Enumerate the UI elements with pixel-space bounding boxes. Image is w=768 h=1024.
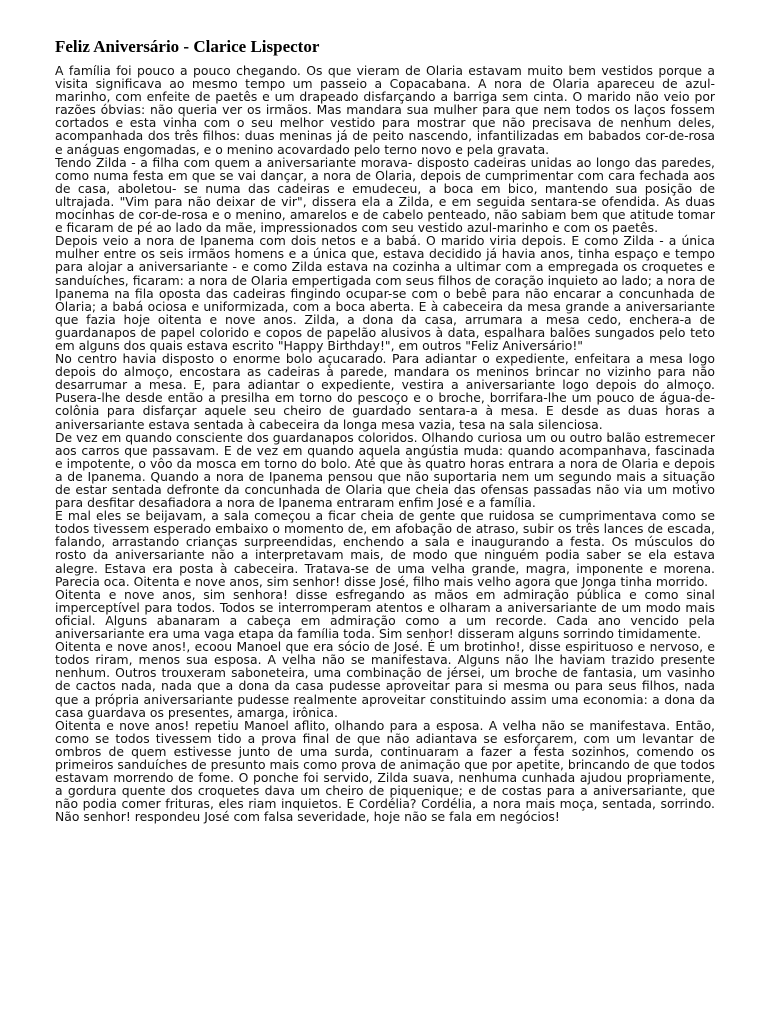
paragraph: Depois veio a nora de Ipanema com dois netos e a babá. O marido viria depois. E como Zilda - a única mulher entre os seis irmãos homens e a única que, estava decidido já havia anos, tinha espaço e tempo para alojar a aniversariante - e como Zilda estava na cozinha a ultimar com a empregada os croquetes e sanduíches, ficaram: a nora de Olaria empertigada com seus filhos de coração inquieto ao lado; a nora de Ipanema na fila oposta das cadeiras fingindo ocupar-se com o bebê para não encarar a concunhada de Olaria; a babá ociosa e uniformizada, com a boca aberta. E à cabeceira da mesa grande a aniversariante que fazia hoje oitenta e nove anos. Zilda, a dona da casa, arrumara a mesa cedo, enchera-a de guardanapos de papel colorido e copos de papelão alusivos à data, espalhara balões sungados pelo teto em alguns dos quais estava escrito "Happy Birthday!", em outros "Feliz Aniversário!" <box>55 233 715 353</box>
document-title <box>55 36 715 58</box>
paragraph: Oitenta e nove anos, sim senhora! disse esfregando as mãos em admiração pública e como sinal imperceptível para todos. Todos se interromperam atentos e olharam a aniversariante de um modo mais oficial. Alguns abanaram a cabeça em admiração como a um recorde. Cada ano vencido pela aniversariante era uma vaga etapa da família toda. Sim senhor! disseram alguns sorrindo timidamente. <box>55 586 715 642</box>
paragraph: Oitenta e nove anos!, ecoou Manoel que era sócio de José. É um brotinho!, disse espirituoso e nervoso, e todos riram, menos sua esposa. A velha não se manifestava. Alguns não lhe haviam trazido presente nenhum. Outros trouxeram saboneteira, uma combinação de jérsei, um broche de fantasia, um vasinho de cactos nada, nada que a dona da casa pudesse aproveitar para si mesma ou para seus filhos, nada que a própria aniversariante pudesse realmente aproveitar constituindo assim uma economia: a dona da casa guardava os presentes, amarga, irônica. <box>55 639 715 720</box>
story-body <box>55 64 715 823</box>
paragraph: Tendo Zilda - a filha com quem a aniversariante morava- disposto cadeiras unidas ao longo das paredes, como numa festa em que se vai dançar, a nora de Olaria, depois de cumprimentar com cara fechada aos de casa, aboletou- se numa das cadeiras e emudeceu, a boca em bico, mantendo sua posição de ultrajada. "Vim para não deixar de vir", dissera ela a Zilda, e em seguida sentara-se ofendida. As duas mocinhas de cor-de-rosa e o menino, amarelos e de cabelo penteado, não sabiam bem que atitude tomar e ficaram de pé ao lado da mãe, impressionados com seu vestido azul-marinho e com os paetês. <box>55 154 715 236</box>
paragraph: E mal eles se beijavam, a sala começou a ficar cheia de gente que ruidosa se cumprimentava como se todos tivessem esperado embaixo o momento de, em afobação de atraso, subir os três lances de escada, falando, arrastando crianças surpreendidas, enchendo a sala e inaugurando a festa. Os músculos do rosto da aniversariante não a interpretavam mais, de modo que ninguém podia saber se ela estava alegre. Estava era posta à cabeceira. Tratava-se de uma velha grande, magra, imponente e morena. Parecia oca. Oitenta e nove anos, sim senhor! disse José, filho mais velho agora que Jonga tinha morrido. <box>55 508 715 589</box>
author-name: Clarice Lispector <box>193 37 320 56</box>
story-title: Feliz Aniversário <box>55 37 180 56</box>
paragraph: A família foi pouco a pouco chegando. Os que vieram de Olaria estavam muito bem vestidos porque a visita significava ao mesmo tempo um passeio a Copacabana. A nora de Olaria apareceu de azul-marinho, com enfeite de paetês e um drapeado disfarçando a barriga sem cinta. O marido não veio por razões óbvias: não queria ver os irmãos. Mas mandara sua mulher para que nem todos os laços fossem cortados e esta vinha com o seu melhor vestido para mostrar que não precisava de nenhum deles, acompanhada dos três filhos: duas meninas já de peito nascendo, infantilizadas em babados cor-de-rosa e anáguas engomadas, e o menino acovardado pelo terno novo e pela gravata. <box>55 63 715 157</box>
paragraph: No centro havia disposto o enorme bolo açucarado. Para adiantar o expediente, enfeitara a mesa logo depois do almoço, encostara as cadeiras à parede, mandara os meninos brincar no vizinho para não desarrumar a mesa. E, para adiantar o expediente, vestira a aniversariante logo depois do almoço. Pusera-lhe desde então a presilha em torno do pescoço e o broche, borrifara-lhe um pouco de água-de-colônia para disfarçar aquele seu cheiro de guardado sentara-a à mesa. E desde as duas horas a aniversariante estava sentada à cabeceira da longa mesa vazia, tesa na sala silenciosa. <box>55 351 715 432</box>
paragraph: Oitenta e nove anos! repetiu Manoel aflito, olhando para a esposa. A velha não se manifestava. Então, como se todos tivessem tido a prova final de que não adiantava se esforçarem, com um levantar de ombros de quem estivesse junto de uma surda, continuaram a fazer a festa sozinhos, comendo os primeiros sanduíches de presunto mais como prova de animação que por apetite, brincando de que todos estavam morrendo de fome. O ponche foi servido, Zilda suava, nenhuma cunhada ajudou propriamente, a gordura quente dos croquetes dava um cheiro de piquenique; e de costas para a aniversariante, que não podia comer frituras, eles riam inquietos. E Cordélia? Cordélia, a nora mais moça, sentada, sorrindo. Não senhor! respondeu José com falsa severidade, hoje não se fala em negócios! <box>55 717 715 825</box>
paragraph: De vez em quando consciente dos guardanapos coloridos. Olhando curiosa um ou outro balão estremecer aos carros que passavam. E de vez em quando aquela angústia muda: quando acompanhava, fascinada e impotente, o vôo da mosca em torno do bolo. Até que às quatro horas entrara a nora de Olaria e depois a de Ipanema. Quando a nora de Ipanema pensou que não suportaria nem um segundo mais a situação de estar sentada defronte da concunhada de Olaria que cheia das ofensas passadas não via um motivo para desfitar desafiadora a nora de Ipanema entraram enfim José e a família. <box>55 429 715 511</box>
title-separator: - <box>179 37 194 56</box>
